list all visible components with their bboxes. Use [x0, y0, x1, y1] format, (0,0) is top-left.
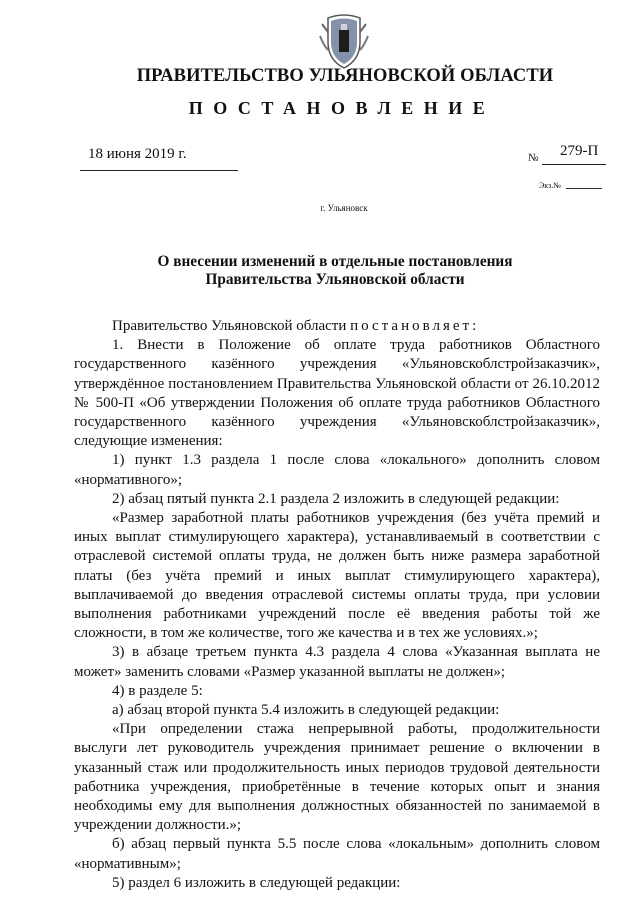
heading-line-2: Правительства Ульяновской области: [205, 271, 465, 288]
document-number: 279-П: [560, 143, 599, 159]
city-label: г. Ульяновск: [320, 203, 368, 213]
date-underline: [80, 170, 238, 171]
document-type-title: ПОСТАНОВЛЕНИЕ: [188, 98, 496, 118]
document-heading: [150, 253, 520, 289]
intro-prefix: Правительство Ульяновской области: [112, 318, 347, 334]
government-title: ПРАВИТЕЛЬСТВО УЛЬЯНОВСКОЙ ОБЛАСТИ: [136, 66, 554, 86]
paragraph-4: «Размер заработной платы работников учреждения (без учёта премий и иных выплат стимулирующего характера), устанавливаемый в соответствии с отраслевой системой оплаты труда, не должен быть ниже размера заработной платы (без учёта премий и иных выплат стимулирующего характера), выплачиваемой до введения отраслевой системы оплаты труда, при условии выполнения работниками учреждений после её введения работы той же сложности, в том же количестве, того же качества и в тех же условиях.»;: [74, 510, 600, 642]
document-body: [74, 317, 600, 893]
paragraph-3: 2) абзац пятый пункта 2.1 раздела 2 изложить в следующей редакции:: [112, 490, 560, 507]
number-sign: №: [528, 152, 539, 164]
intro-decree-word: постановляет:: [350, 318, 480, 334]
copy-number-underline: [566, 188, 602, 189]
intro-paragraph: [74, 317, 600, 336]
paragraph-5: 3) в абзаце третьем пункта 4.3 раздела 4 слова «Указанная выплата не может» заменить словами «Размер указанной выплаты не должен»;: [74, 644, 600, 680]
paragraph-1: 1. Внести в Положение об оплате труда работников Областного государственного казённого учреждения «Ульяновскоблстройзаказчик», утверждённое постановлением Правительства Ульяновской области от 26.10.2012 № 500-П «Об утверждении Положения об оплате труда работников Областного государственного казённого учреждения «Ульяновскоблстройзаказчик», следующие изменения:: [74, 337, 600, 450]
heading-line-1: О внесении изменений в отдельные постановления: [157, 253, 513, 270]
paragraph-7: а) абзац второй пункта 5.4 изложить в следующей редакции:: [112, 702, 500, 719]
paragraph-10: 5) раздел 6 изложить в следующей редакции:: [112, 874, 401, 891]
copy-number-label: Экз.№: [539, 181, 561, 190]
paragraph-6: 4) в разделе 5:: [112, 682, 203, 699]
coat-of-arms-emblem: [318, 12, 370, 70]
paragraph-2: 1) пункт 1.3 раздела 1 после слова «локального» дополнить словом «нормативного»;: [74, 452, 600, 488]
paragraph-8: «При определении стажа непрерывной работы, продолжительности выслуги лет руководитель учреждения принимает решение о включении в указанный стаж или продолжительность иных периодов трудовой деятельности работника учреждения, приобретённые в течение которых опыт и знания необходимы ему для выполнения должностных обязанностей по занимаемой в учреждении должности.»;: [74, 721, 600, 834]
document-date: 18 июня 2019 г.: [88, 146, 187, 162]
number-underline: [542, 164, 606, 165]
paragraph-9: б) абзац первый пункта 5.5 после слова «локальным» дополнить словом «нормативным»;: [74, 836, 600, 872]
